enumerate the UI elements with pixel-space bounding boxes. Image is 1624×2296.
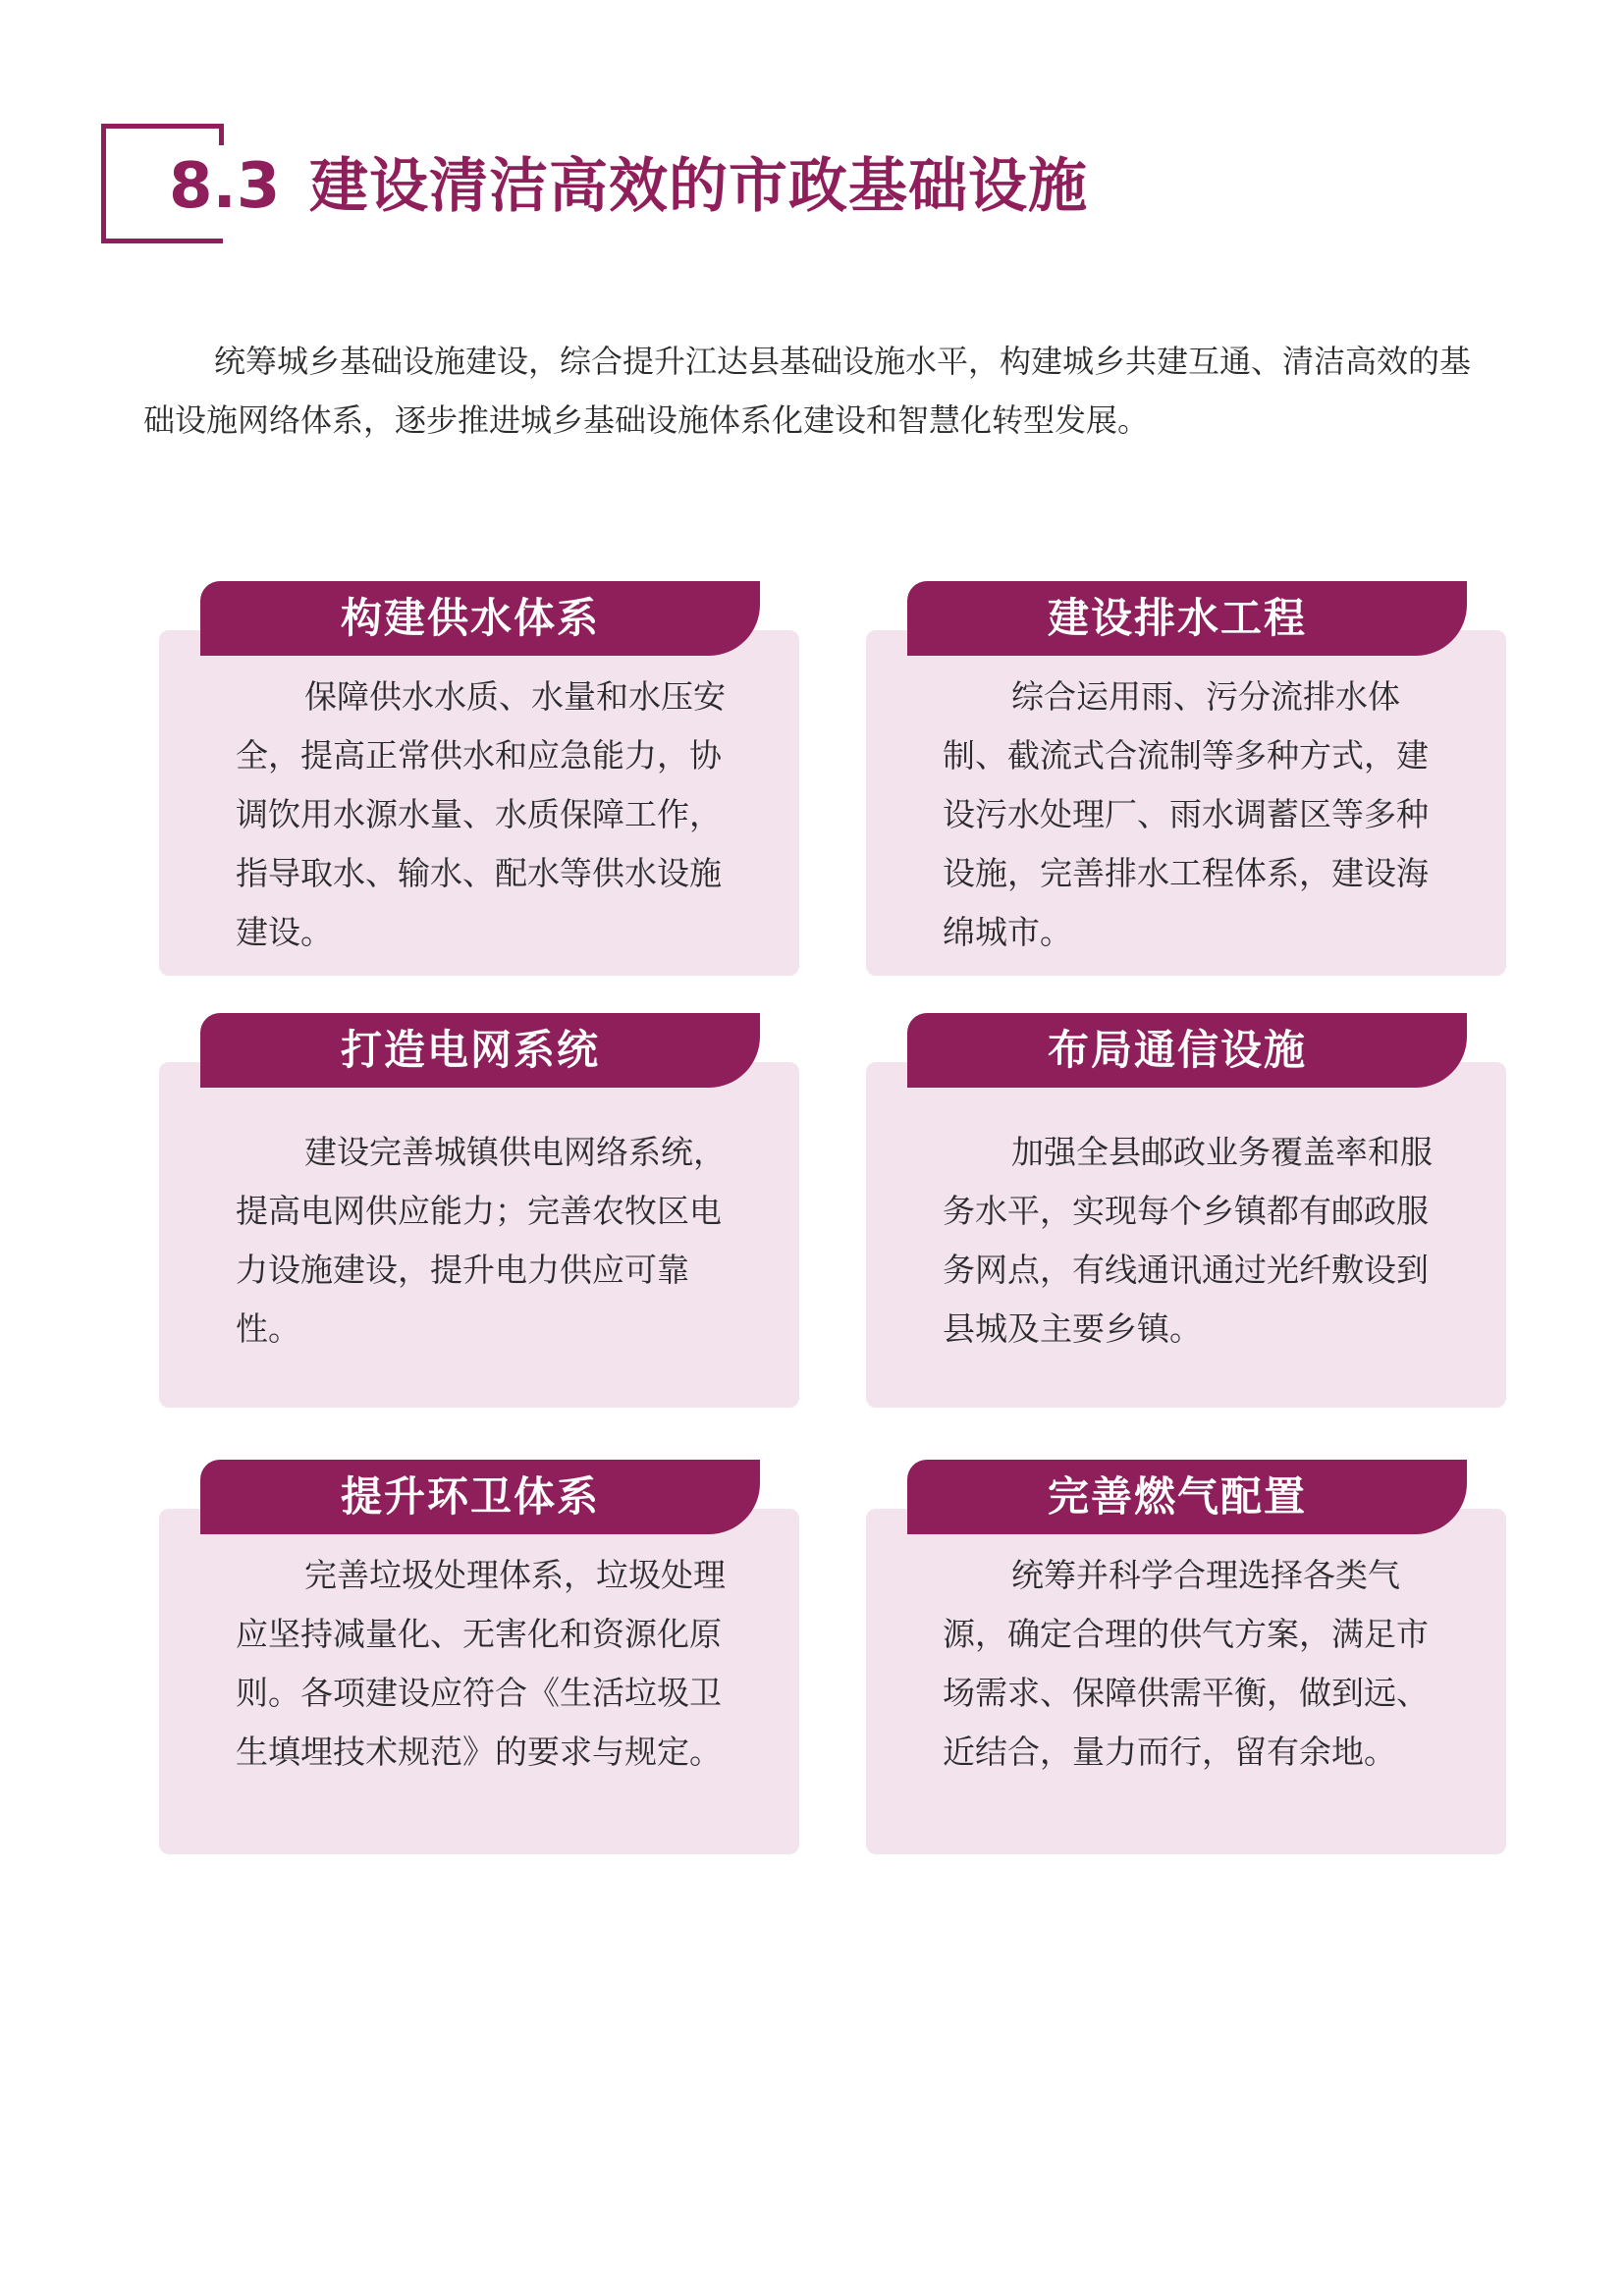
card-title-tab [907, 1013, 1467, 1088]
card-title: 完善燃气配置 [1047, 1472, 1307, 1521]
card-title: 建设排水工程 [1047, 594, 1307, 642]
card-communications [866, 1013, 1506, 1408]
card-water-supply [159, 581, 799, 976]
card-body: 加强全县邮政业务覆盖率和服务水平，实现每个乡镇都有邮政服务网点，有线通讯通过光纤敷设到县城及主要乡镇。 [943, 1133, 1433, 1348]
card-title: 布局通信设施 [1047, 1026, 1307, 1074]
card-body: 建设完善城镇供电网络系统，提高电网供应能力；完善农牧区电力设施建设，提升电力供应可靠性。 [236, 1133, 726, 1348]
section-number: 8.3 [169, 150, 281, 223]
card-title-tab [200, 1013, 760, 1088]
card-body: 统筹并科学合理选择各类气源，确定合理的供气方案，满足市场需求、保障供需平衡，做到远、近结合，量力而行，留有余地。 [943, 1556, 1429, 1771]
card-body: 综合运用雨、污分流排水体制、截流式合流制等多种方式，建设污水处理厂、雨水调蓄区等多种设施，完善排水工程体系，建设海绵城市。 [943, 677, 1429, 951]
card-title: 提升环卫体系 [340, 1472, 600, 1521]
card-body: 完善垃圾处理体系，垃圾处理应坚持减量化、无害化和资源化原则。各项建设应符合《生活垃圾卫生填埋技术规范》的要求与规定。 [236, 1556, 726, 1771]
card-gas-supply [866, 1460, 1506, 1854]
card-body: 保障供水水质、水量和水压安全，提高正常供水和应急能力，协调饮用水源水量、水质保障工作，指导取水、输水、配水等供水设施建设。 [236, 677, 726, 951]
card-title-tab [907, 581, 1467, 656]
card-sanitation [159, 1460, 799, 1854]
section-title: 建设清洁高效的市政基础设施 [309, 152, 1088, 221]
card-drainage [866, 581, 1506, 976]
intro-paragraph: 统筹城乡基础设施建设，综合提升江达县基础设施水平，构建城乡共建互通、清洁高效的基础设施网络体系，逐步推进城乡基础设施体系化建设和智慧化转型发展。 [143, 343, 1472, 439]
card-power-grid [159, 1013, 799, 1408]
card-title-tab [200, 1460, 760, 1534]
card-title-tab [907, 1460, 1467, 1534]
card-title: 构建供水体系 [340, 594, 600, 642]
card-title-tab [200, 581, 760, 656]
card-title: 打造电网系统 [340, 1026, 600, 1074]
